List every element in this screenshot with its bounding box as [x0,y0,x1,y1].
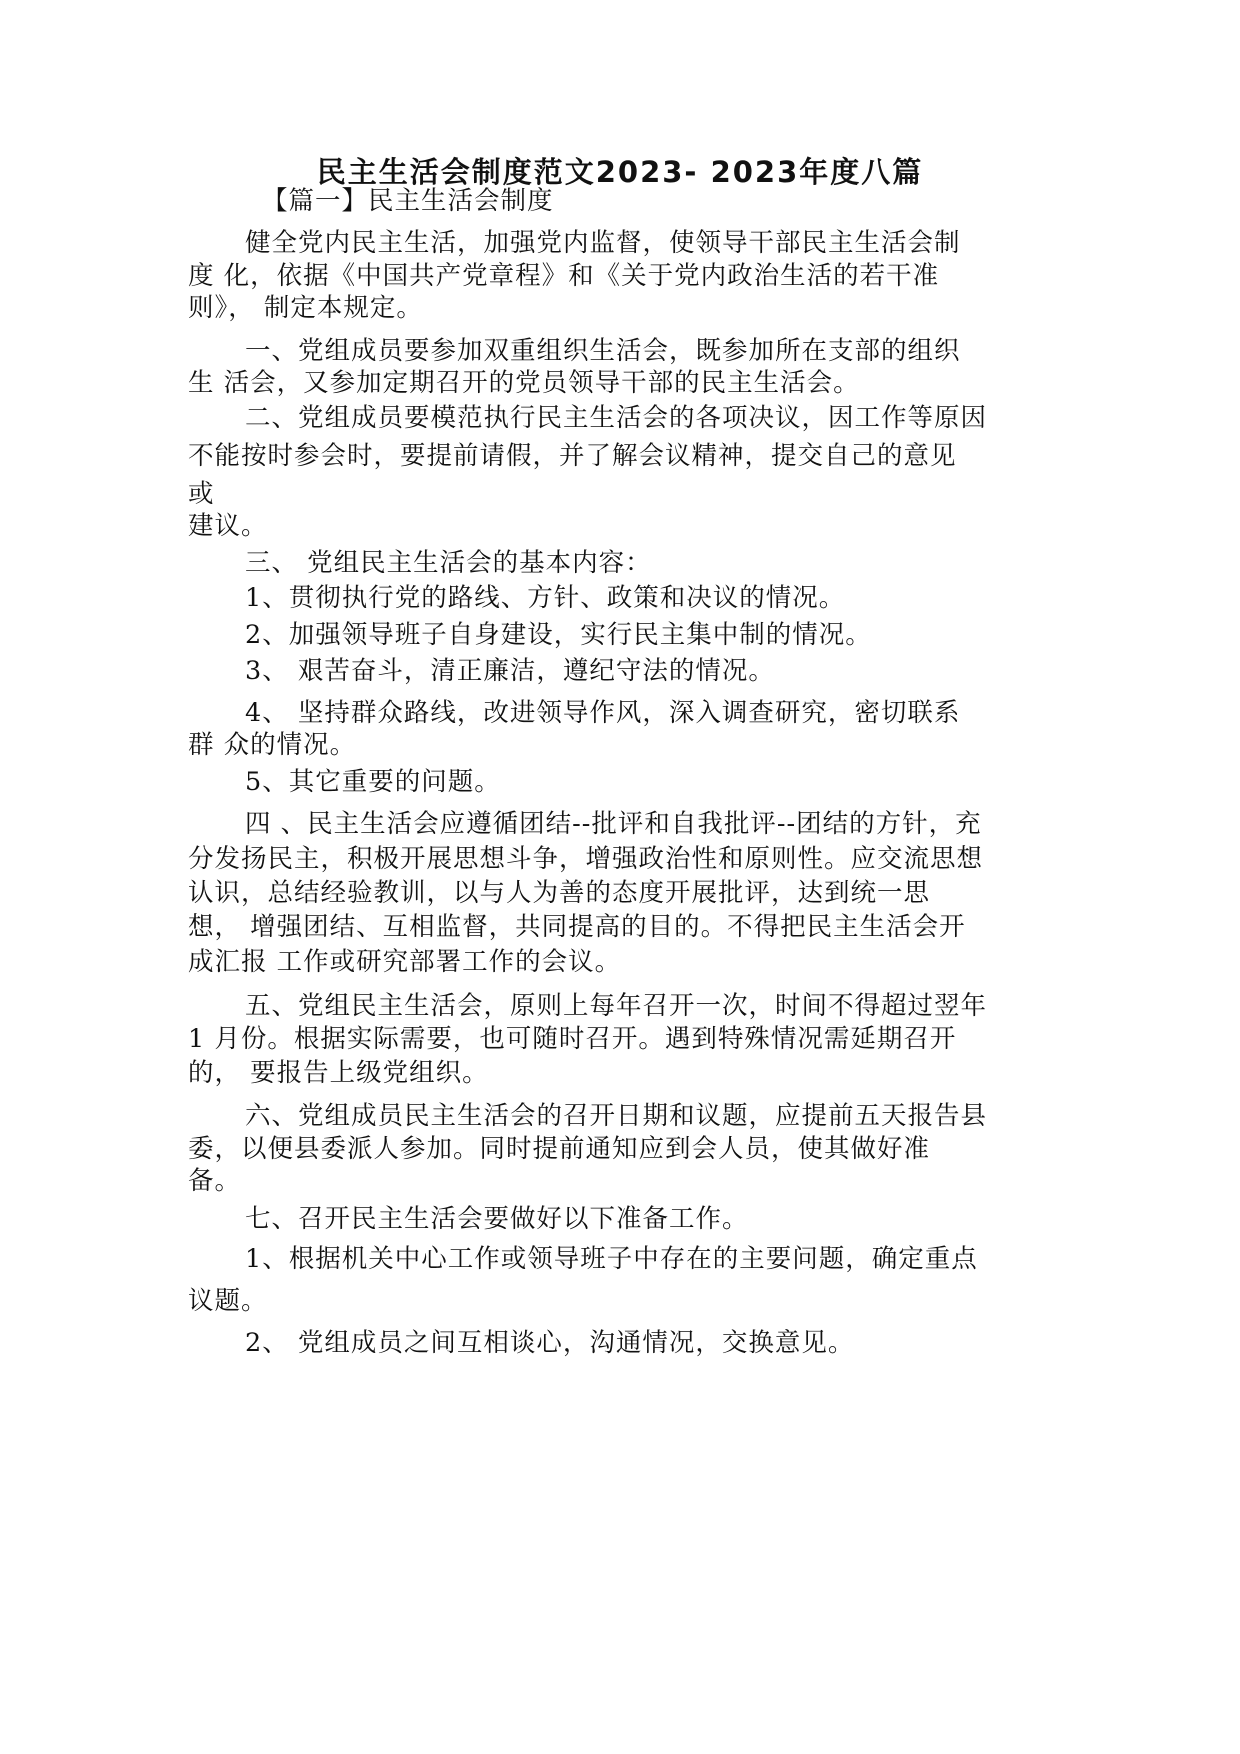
paragraph-line: 度 化，依据《中国共产党章程》和《关于党内政治生活的若干准 [188,261,940,291]
paragraph-line: 分发扬民主，积极开展思想斗争，增强政治性和原则性。应交流思想 [188,844,984,874]
list-item: 群 众的情况。 [188,730,357,760]
paragraph-line: 想， 增强团结、互相监督，共同提高的目的。不得把民主生活会开 [188,912,966,942]
paragraph-line: 健全党内民主生活，加强党内监督，使领导干部民主生活会制 [245,228,961,258]
paragraph-line: 六、党组成员民主生活会的召开日期和议题，应提前五天报告县 [245,1101,988,1131]
paragraph-line: 则》， 制定本规定。 [188,293,423,323]
list-item: 2、 党组成员之间互相谈心，沟通情况，交换意见。 [245,1328,855,1358]
list-item: 3、 艰苦奋斗，清正廉洁，遵纪守法的情况。 [245,656,775,686]
paragraph-line: 建议。 [188,511,268,541]
list-item: 1、贯彻执行党的路线、方针、政策和决议的情况。 [245,583,846,613]
section-heading: 【篇一】民主生活会制度 [262,186,554,216]
paragraph-line: 1 月份。根据实际需要，也可随时召开。遇到特殊情况需延期召开 [188,1024,957,1054]
list-item: 议题。 [188,1286,268,1316]
paragraph-line: 成汇报 工作或研究部署工作的会议。 [188,947,622,977]
paragraph-line: 七、召开民主生活会要做好以下准备工作。 [245,1204,749,1234]
document-title: 民主生活会制度范文2023- 2023年度八篇 [316,155,924,189]
list-item: 1、根据机关中心工作或领导班子中存在的主要问题，确定重点 [245,1244,978,1274]
list-item: 2、加强领导班子自身建设，实行民主集中制的情况。 [245,620,872,650]
list-item: 5、其它重要的问题。 [245,767,501,797]
list-item: 4、 坚持群众路线，改进领导作风，深入调查研究，密切联系 [245,698,961,728]
paragraph-line: 一、党组成员要参加双重组织生活会，既参加所在支部的组织 [245,336,961,366]
paragraph-line: 的， 要报告上级党组织。 [188,1058,489,1088]
paragraph-line: 认识，总结经验教训，以与人为善的态度开展批评，达到统一思 [188,878,931,908]
paragraph-line: 五、党组民主生活会，原则上每年召开一次，时间不得超过翌年 [245,991,988,1021]
paragraph-line: 委，以便县委派人参加。同时提前通知应到会人员，使其做好准 [188,1134,931,1164]
paragraph-line: 备。 [188,1166,242,1196]
paragraph-line: 三、 党组民主生活会的基本内容： [245,548,652,578]
paragraph-line: 生 活会，又参加定期召开的党员领导干部的民主生活会。 [188,368,860,398]
paragraph-line: 不能按时参会时，要提前请假，并了解会议精神，提交自己的意见 [188,441,957,471]
paragraph-line: 或 [188,479,215,509]
paragraph-line: 二、党组成员要模范执行民主生活会的各项决议，因工作等原因 [245,403,988,433]
paragraph-line: 四 、民主生活会应遵循团结--批评和自我批评--团结的方针，充 [245,809,982,839]
